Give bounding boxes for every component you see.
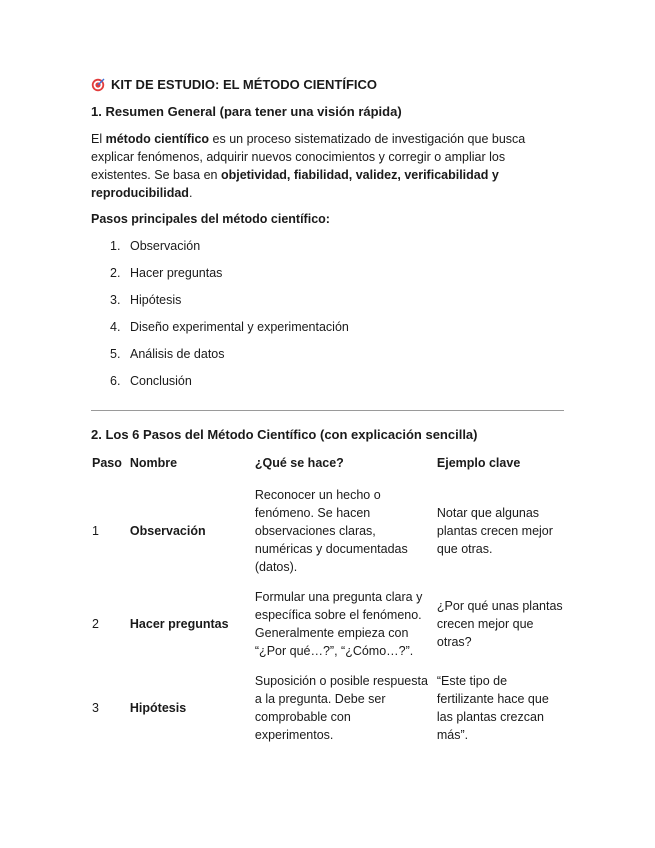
list-item-label: Conclusión <box>130 374 192 388</box>
list-item <box>110 347 349 374</box>
target-icon <box>91 78 105 92</box>
list-item-number: 1. <box>110 239 121 253</box>
cell-nombre: Hipótesis <box>129 701 187 715</box>
list-item-label: Diseño experimental y experimentación <box>130 320 349 334</box>
table-row <box>88 582 571 666</box>
list-item-label: Hacer preguntas <box>130 266 223 280</box>
list-item-number: 3. <box>110 293 121 307</box>
para-text-2: es un proceso sistematizado de investigación que busca explicar fenómenos, adquirir nuevos conocimientos y corregir o ampliar los existentes. Se basa en <box>91 132 526 182</box>
list-item-number: 4. <box>110 320 121 334</box>
list-item-label: Observación <box>130 239 201 253</box>
column-header-paso: Paso <box>92 456 122 470</box>
title-text: KIT DE ESTUDIO: EL MÉTODO CIENTÍFICO <box>111 77 378 92</box>
cell-ejemplo: “Este tipo de fertilizante hace que las plantas crezcan más”. <box>436 674 549 742</box>
list-item-number: 2. <box>110 266 121 280</box>
cell-que: Reconocer un hecho o fenómeno. Se hacen observaciones claras, numéricas y documentadas (datos). <box>254 488 408 574</box>
table-header-row <box>88 452 571 480</box>
steps-list <box>110 239 349 401</box>
para-bold-2: objetividad, fiabilidad, validez, verificabilidad y reproducibilidad <box>91 168 499 200</box>
cell-nombre: Hacer preguntas <box>129 617 229 631</box>
column-header-ejemplo: Ejemplo clave <box>436 456 521 470</box>
steps-table <box>88 452 571 750</box>
list-item <box>110 266 349 293</box>
cell-ejemplo: ¿Por qué unas plantas crecen mejor que otras? <box>436 599 563 649</box>
list-item-label: Análisis de datos <box>130 347 225 361</box>
cell-paso: 1 <box>92 524 99 538</box>
cell-paso: 3 <box>92 701 99 715</box>
para-text-3: . <box>188 186 193 200</box>
cell-nombre: Observación <box>129 524 206 538</box>
para-bold-1: método científico <box>105 132 210 146</box>
para-text-1: El <box>91 132 106 146</box>
list-item-number: 5. <box>110 347 121 361</box>
list-item <box>110 320 349 347</box>
document-title <box>91 77 377 92</box>
list-item <box>110 293 349 320</box>
cell-ejemplo: Notar que algunas plantas crecen mejor que otras. <box>436 506 553 556</box>
cell-que: Formular una pregunta clara y específica sobre el fenómeno. Generalmente empieza con “¿Por qué…?”, “¿Cómo…?”. <box>254 590 423 658</box>
list-item-number: 6. <box>110 374 121 388</box>
table-row <box>88 480 571 582</box>
steps-title: Pasos principales del método científico: <box>91 212 330 226</box>
section2-heading: 2. Los 6 Pasos del Método Científico (con explicación sencilla) <box>91 427 478 442</box>
list-item-label: Hipótesis <box>130 293 182 307</box>
list-item <box>110 374 349 401</box>
list-item <box>110 239 349 266</box>
column-header-nombre: Nombre <box>129 456 178 470</box>
section-divider <box>91 410 564 411</box>
table-row <box>88 666 571 750</box>
section1-heading: 1. Resumen General (para tener una visión rápida) <box>91 104 402 119</box>
cell-que: Suposición o posible respuesta a la pregunta. Debe ser comprobable con experimentos. <box>254 674 428 742</box>
cell-paso: 2 <box>92 617 99 631</box>
column-header-que-se-hace: ¿Qué se hace? <box>254 456 344 470</box>
summary-paragraph <box>91 130 561 202</box>
